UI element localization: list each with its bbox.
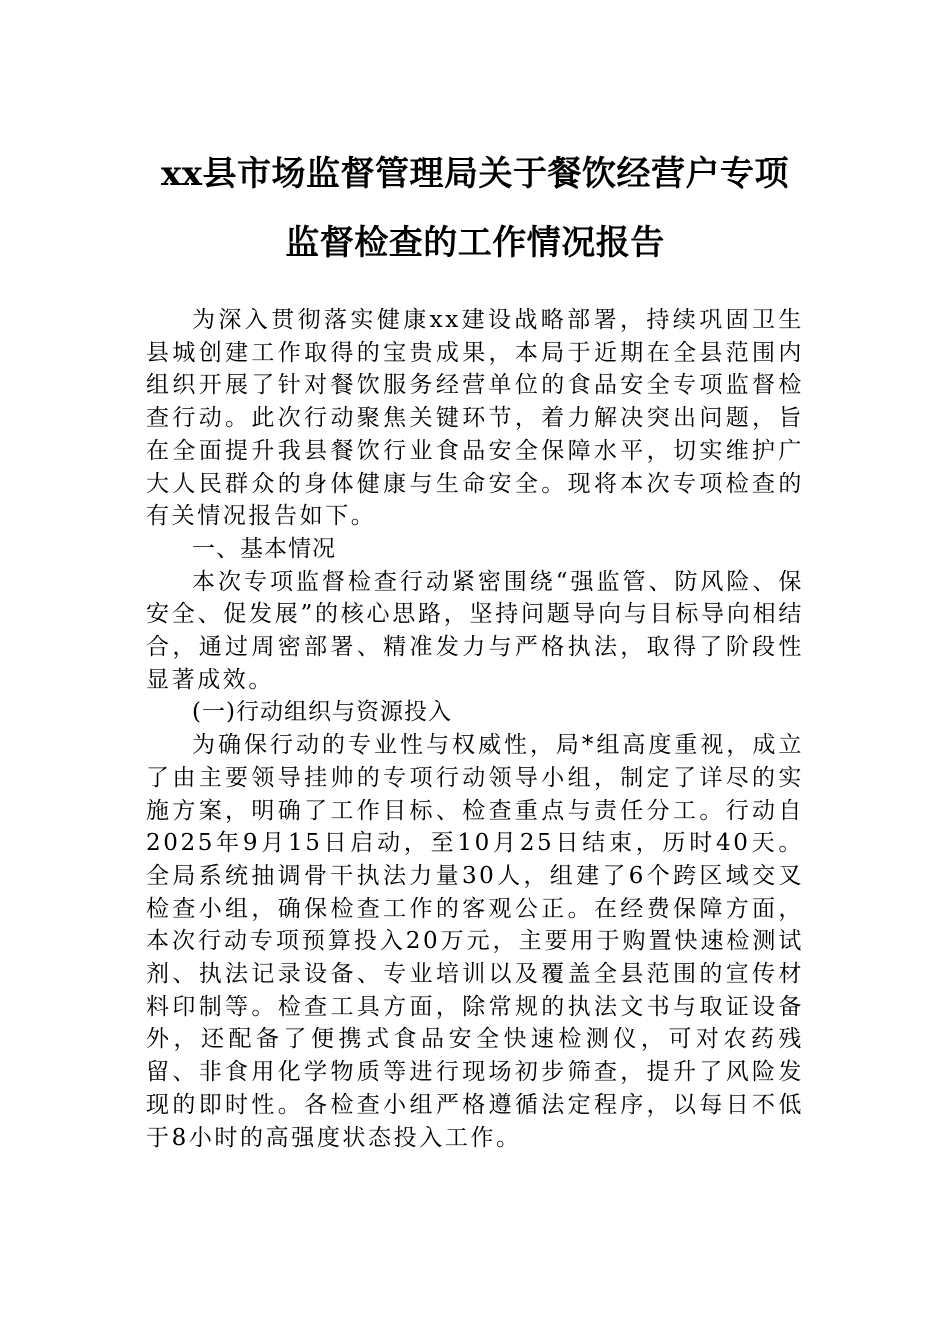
section-paragraph: 本次专项监督检查行动紧密围绕“强监管、防风险、保安全、促发展”的核心思路，坚持问题导向与目标导向相结合，通过周密部署、精准发力与严格执法，取得了阶段性显著成效。 [146,568,804,693]
section-heading-basic-situation: 一、基本情况 [192,535,336,562]
document-title [146,140,804,278]
title-line-2: 监督检查的工作情况报告 [285,223,665,263]
subsection-paragraph: 为确保行动的专业性与权威性，局*组高度重视，成立了由主要领导挂帅的专项行动领导小组，制定了详尽的实施方案，明确了工作目标、检查重点与责任分工。行动自2025年9月15日启动，至10月25日结束，历时40天。全局系统抽调骨干执法力量30人，组建了6个跨区域交叉检查小组，确保检查工作的客观公正。在经费保障方面，本次行动专项预算投入20万元，主要用于购置快速检测试剂、执法记录设备、专业培训以及覆盖全县范围的宣传材料印制等。检查工具方面，除常规的执法文书与取证设备外，还配备了便携式食品安全快速检测仪，可对农药残留、非食用化学物质等进行现场初步筛查，提升了风险发现的即时性。各检查小组严格遵循法定程序，以每日不低于8小时的高强度状态投入工作。 [146,732,804,1151]
subsection-heading-organization: (一)行动组织与资源投入 [192,699,452,726]
intro-paragraph: 为深入贯彻落实健康xx建设战略部署，持续巩固卫生县城创建工作取得的宝贵成果，本局于近期在全县范围内组织开展了针对餐饮服务经营单位的食品安全专项监督检查行动。此次行动聚焦关键环节，着力解决突出问题，旨在全面提升我县餐饮行业食品安全保障水平，切实维护广大人民群众的身体健康与生命安全。现将本次专项检查的有关情况报告如下。 [146,307,804,530]
title-line-1: xx县市场监督管理局关于餐饮经营户专项 [160,154,790,194]
document-body [146,304,804,1154]
